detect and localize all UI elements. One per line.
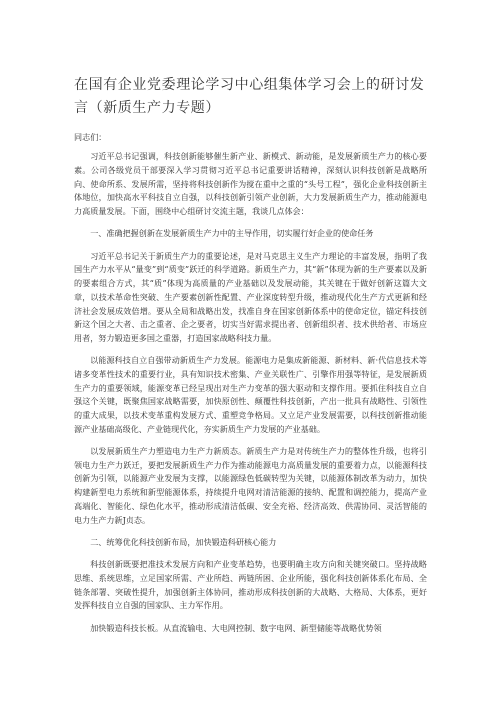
section-heading-1: 一、准确把握创新在发展新质生产力中的主导作用，切实履行好企业的使命任务 [90,228,374,239]
document-body [74,131,427,644]
paragraph-intro: 习近平总书记强调，科技创新能够催生新产业、新模式、新动能，是发展新质生产力的核心要素。公司各级党员干部要深入学习贯彻习近平总书记重要讲话精神，深刻认识科技创新是战略所向、使命所系、发展所需，坚持将科技创新作为搅在重中之重的“头号工程”，强化企业科技创新主体地位，加快高水平科技自立自强，以科技创新引领产业创新，大力发展新质生产力，推动能源电力高质量发展。下面，围绕中心组研讨交流主题，我谈几点体会： [74,151,427,217]
paragraph: 科技创新既要把准技术发展方向和产业变革趋势，也要明确主攻方向和关键突破口。坚持战略思维、系统思维，立足国家所需、产业所趋、两链所困、企业所能，强化科技创新体系化布局、全链条部署、突破性提升，加强创新主体协同，推动形成科技创新的大战略、大格局、大体系，更好发挥科技自立自强的国家队、主力军作用。 [74,559,427,611]
paragraph: 习近平总书记关于新质生产力的重要论述，是对马克思主义生产力理论的丰富发展，指明了我国生产力水平从“量变”到“质变”跃迁的科学道路。新质生产力，其“新”体现为新的生产要素以及新的要素组合方式，其“质”体现为高质量的产业基础以及发展动能，其关键在于做好创新这篇大文章，以技术革命性突破、生产要素创新性配置、产业深度转型升级，推动现代化生产方式更新和经济社会发展成效倍增。要从全局和战略出发，找准自身在国家创新体系中的使命定位，锚定科技创新这个国之大者、击之重者、企之要者，切实当好需求提出者、创新组织者、技术供给者、市场应用者，努力锻造更多国之重器，打造国家战略科技力量。 [74,250,427,343]
paragraph: 以能源科技自立自强带动新质生产力发展。能源电力是集成新能源、新材料、新·代信息技术等诸多变革性技术的重要行业，具有知识技术密集、产业关联性广、引擎作用强等特征，是发展新质生产力的重要领域，能源变革已经呈现出对生产力变革的强大驱动和支撑作用。要抓住科技自立自强这个关键，既聚焦国家战略需要，加快原创性、颠覆性科技创新，产出一批具有战略性、引领性的重大成果，以技术变革重构发展方式、重塑竞争格局。又立足产业发展需要，以科技创新推动能源产业基础高级化、产业链现代化，夯实新质生产力发展的产业基础。 [74,355,427,434]
salutation: 同志们： [74,132,107,142]
paragraph: 以发展新质生产力塑造电力生产力新质态。新质生产力是对传统生产力的整体性升级，也将引领电力生产力跃迁，要把发展新质生产力作为推动能源电力高质量发展的重要着力点，以能源科技创新为引领，以能源产业发展为支撑，以能源绿色低碳转型为关键，以能源体制改革为动力，加快构建新型电力系统和新型能源体系，持续提升电网对清洁能源的接纳、配置和调控能力，提高产业高端化、智能化、绿色化水平，推动形成清洁低碳、安全充裕、经济高效、供需协同、灵活智能的电力生产力新J贞态。 [74,446,427,525]
document-title: 在国有企业党委理论学习中心组集体学习会上的研讨发言（新质生产力专题） [74,77,425,116]
section-heading-2: 二、统筹优化科技创新布局，加快锻造科研核心能力 [90,536,277,547]
paragraph: 加快锻造科技长板。从直流输电、大电网控制、数字电网、新型储能等战略优势领 [90,622,382,633]
